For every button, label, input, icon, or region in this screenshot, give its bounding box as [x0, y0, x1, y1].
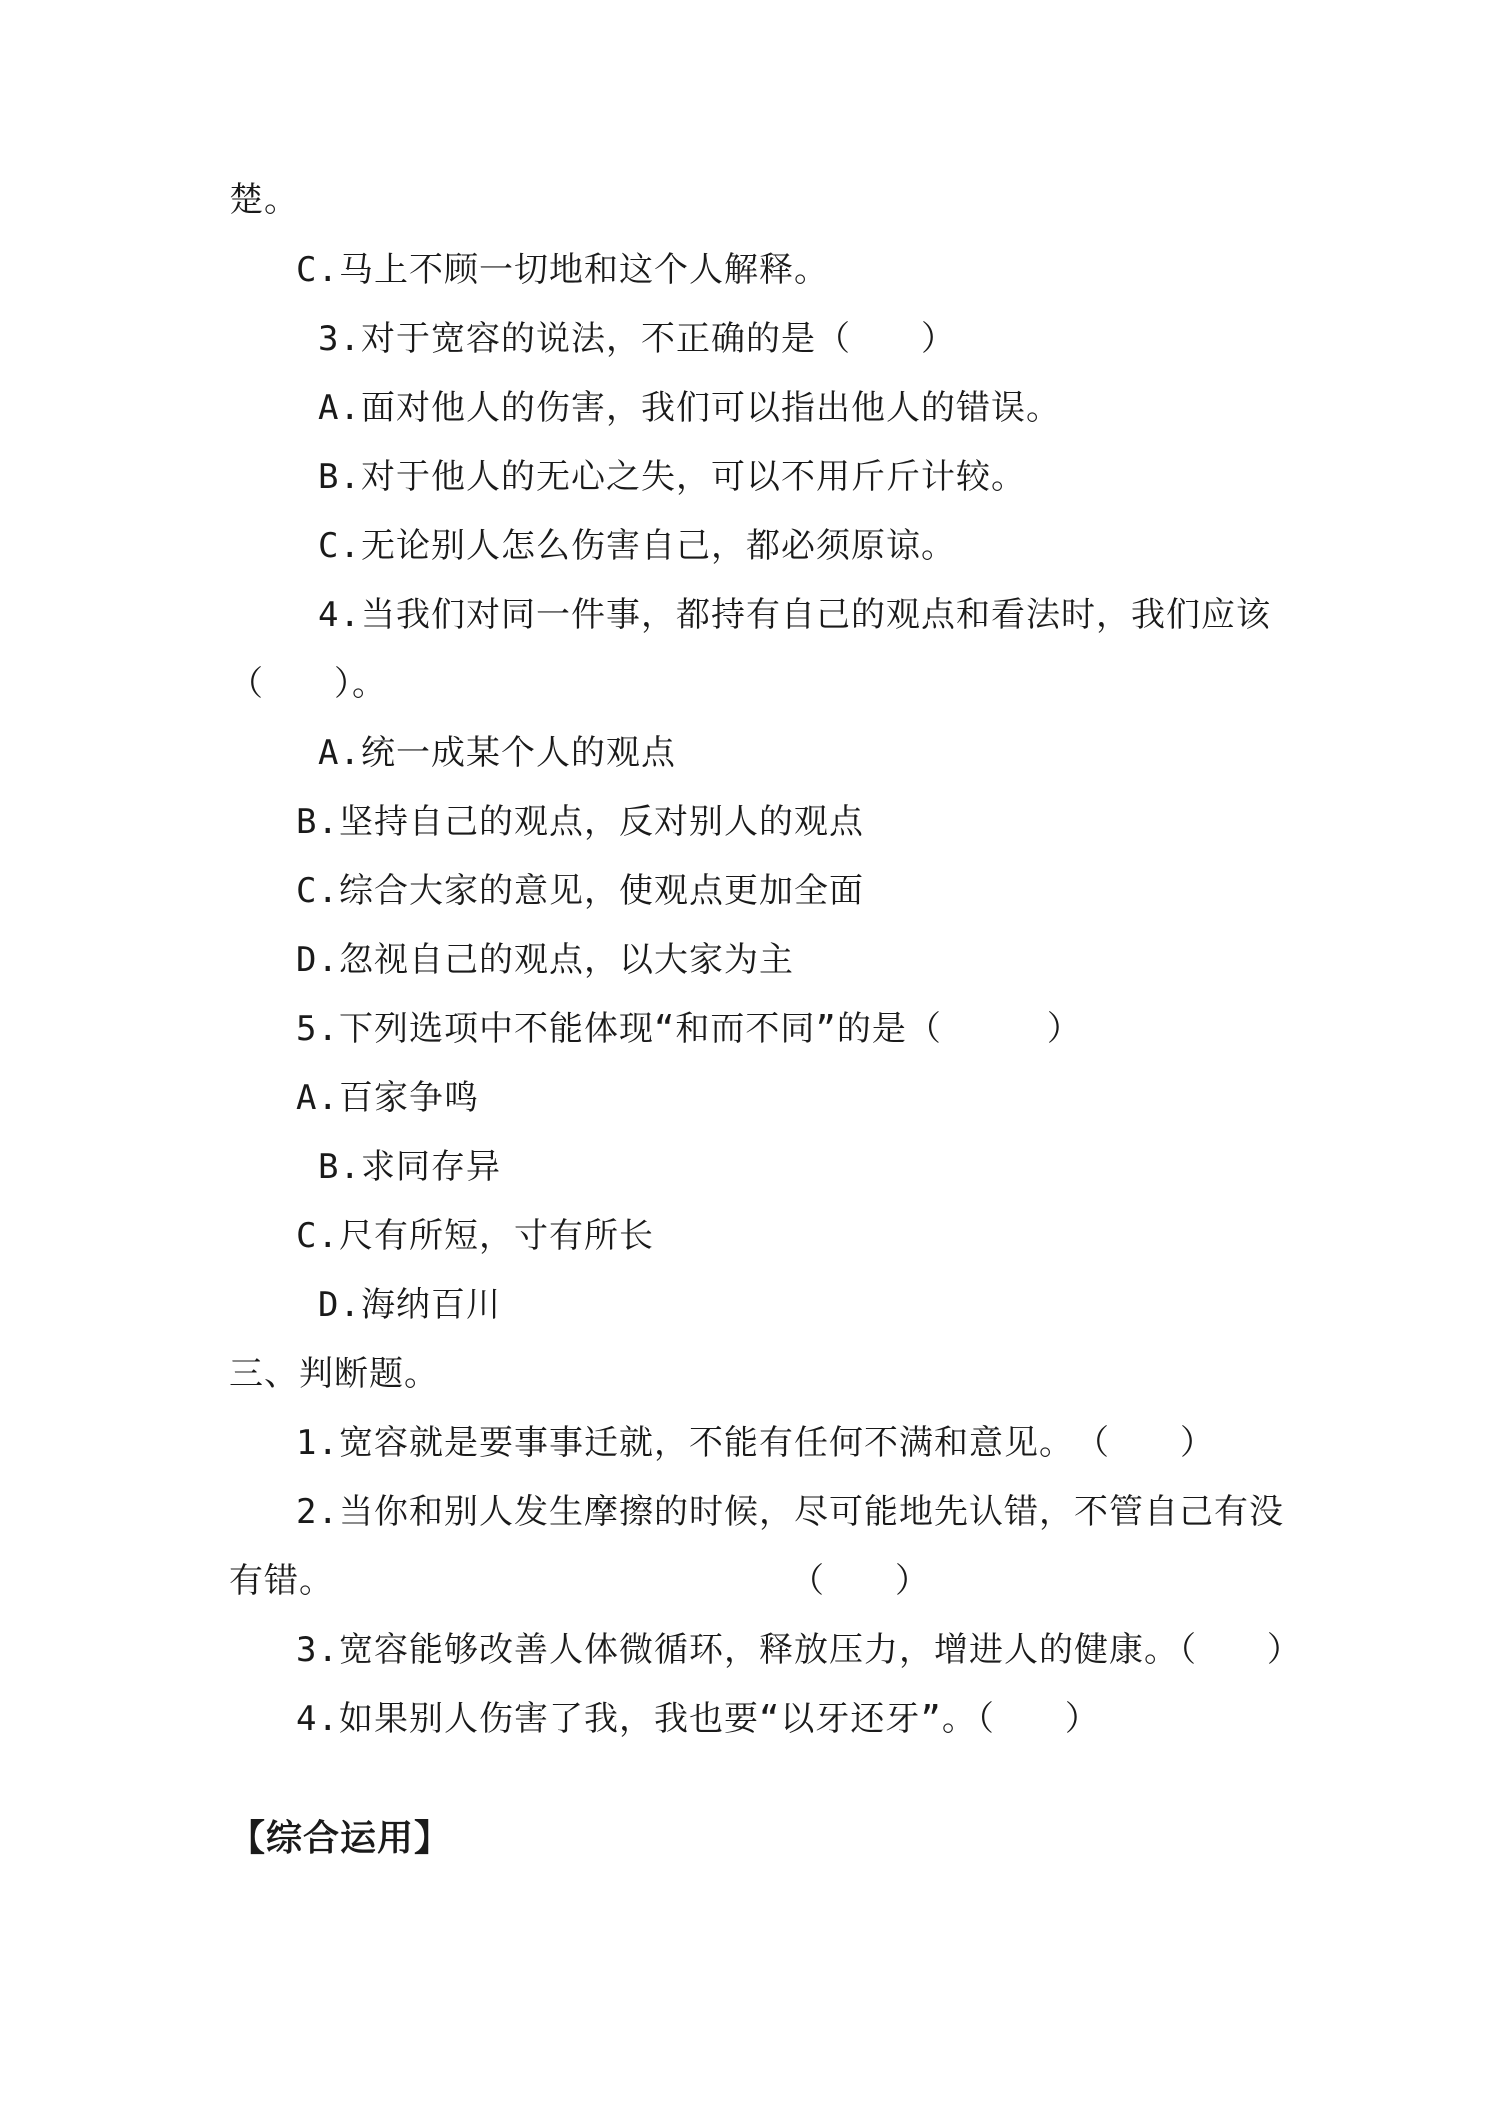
section-heading-true-false: 三、判断题。	[229, 1354, 439, 1394]
q2-option-c: C.马上不顾一切地和这个人解释。	[296, 250, 829, 290]
question-3: 3.对于宽容的说法，不正确的是（ ）	[318, 319, 956, 359]
q3-option-c: C.无论别人怎么伤害自己，都必须原谅。	[318, 526, 956, 566]
tf-question-3: 3.宽容能够改善人体微循环，释放压力，增进人的健康。（ ）	[296, 1630, 1302, 1670]
section-heading-comprehensive: 【综合运用】	[229, 1818, 452, 1859]
q4-option-a: A.统一成某个人的观点	[318, 733, 676, 773]
tf-question-2: 2.当你和别人发生摩擦的时候，尽可能地先认错，不管自己有没	[296, 1492, 1284, 1532]
q4-option-d: D.忽视自己的观点，以大家为主	[296, 940, 794, 980]
q5-option-b: B.求同存异	[318, 1147, 501, 1187]
tf-question-2-continuation: 有错。 （ ）	[229, 1561, 930, 1601]
question-4-continuation: （ ）。	[229, 664, 387, 704]
q5-option-d: D.海纳百川	[318, 1285, 501, 1325]
text-line-continuation: 楚。	[229, 180, 299, 220]
question-4: 4.当我们对同一件事，都持有自己的观点和看法时，我们应该	[318, 595, 1271, 635]
tf-question-1: 1.宽容就是要事事迁就，不能有任何不满和意见。 （ ）	[296, 1423, 1215, 1463]
q5-option-c: C.尺有所短，寸有所长	[296, 1216, 654, 1256]
q4-option-c: C.综合大家的意见，使观点更加全面	[296, 871, 864, 911]
question-5: 5.下列选项中不能体现“和而不同”的是（ ）	[296, 1009, 1082, 1049]
q3-option-b: B.对于他人的无心之失，可以不用斤斤计较。	[318, 457, 1026, 497]
q5-option-a: A.百家争鸣	[296, 1078, 479, 1118]
q3-option-a: A.面对他人的伤害，我们可以指出他人的错误。	[318, 388, 1061, 428]
q4-option-b: B.坚持自己的观点，反对别人的观点	[296, 802, 864, 842]
tf-question-4: 4.如果别人伤害了我，我也要“以牙还牙”。（ ）	[296, 1699, 1100, 1739]
